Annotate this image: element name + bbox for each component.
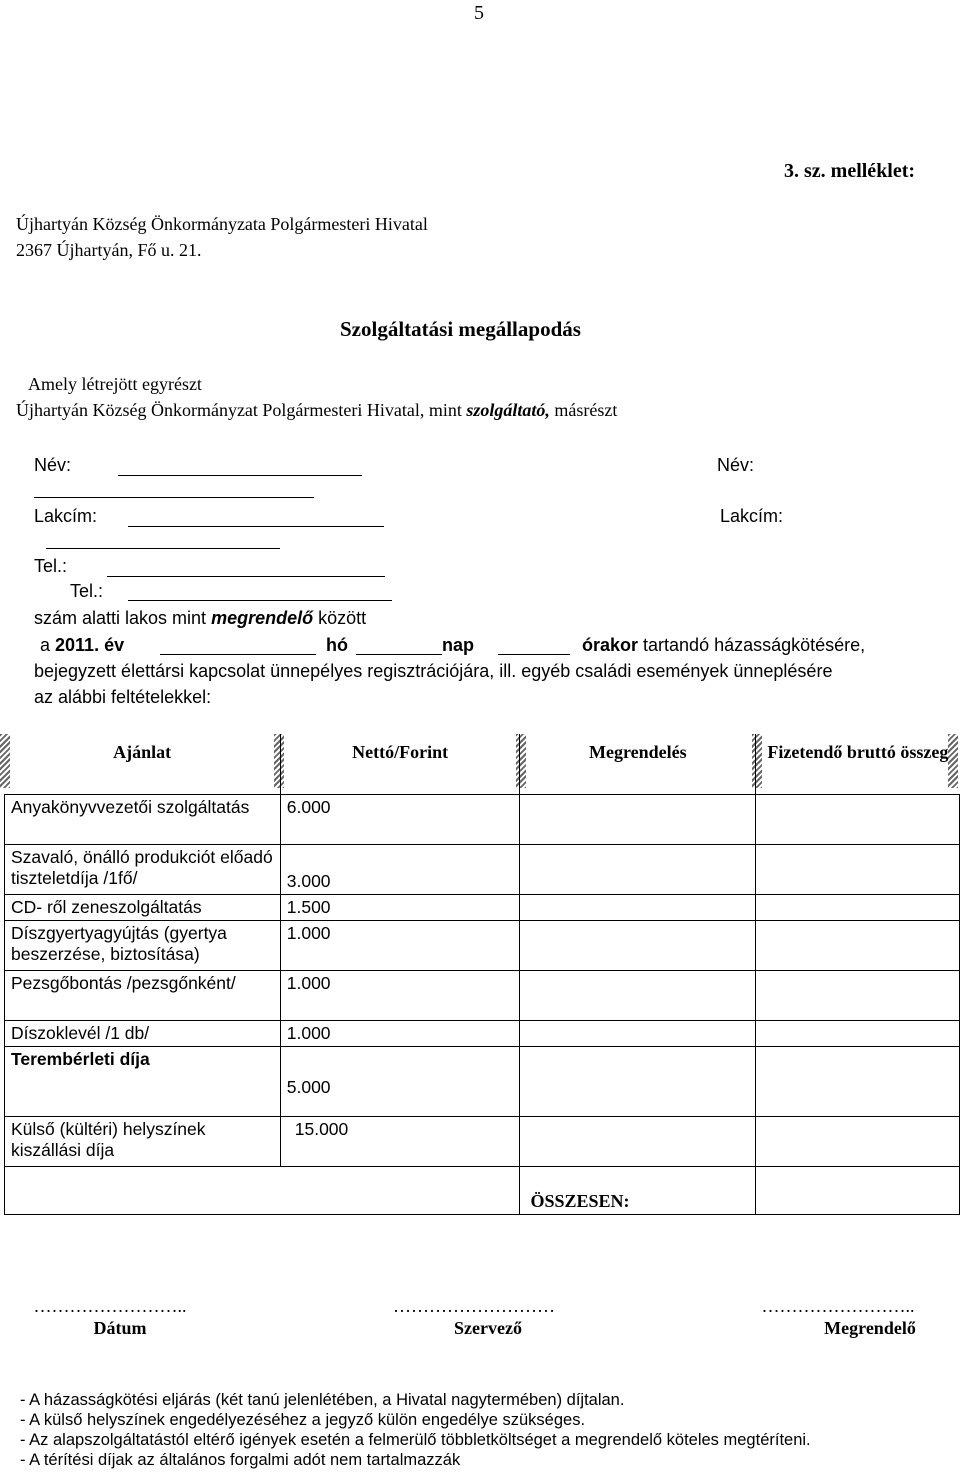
- note-item: - A házasságkötési eljárás (két tanú jelenlétében, a Hivatal nagytermében) díjtalan.: [20, 1391, 625, 1409]
- client-term: megrendelő: [211, 608, 314, 628]
- row-item: Díszoklevél /1 db/: [5, 1021, 281, 1047]
- phone-field-right[interactable]: [128, 600, 392, 601]
- row-order-cell[interactable]: [520, 1117, 756, 1167]
- event-description: bejegyzett élettársi kapcsolat ünnepélyes regisztrációjára, ill. egyéb családi események ünneplésére: [34, 661, 833, 681]
- fee-table: [4, 734, 960, 1215]
- row-item: CD- ről zeneszolgáltatás: [5, 895, 281, 921]
- table-row: [5, 845, 960, 895]
- address-label-right: Lakcím:: [720, 506, 784, 526]
- header-order: Megrendelés: [520, 734, 756, 795]
- row-order-cell[interactable]: [520, 1047, 756, 1117]
- table-header-row: [5, 734, 960, 795]
- row-item: Külső (kültéri) helyszínek kiszállási díja: [5, 1117, 281, 1167]
- notes-list: [20, 1390, 811, 1470]
- row-order-cell[interactable]: [520, 1021, 756, 1047]
- month-field[interactable]: [160, 654, 316, 655]
- row-price: 3.000: [280, 845, 520, 895]
- resident-line: szám alatti lakos mint megrendelő között: [34, 608, 367, 628]
- day-label: nap: [442, 635, 475, 655]
- header-offer: Ajánlat: [5, 734, 281, 795]
- intro-line-1: Amely létrejött egyrészt: [28, 374, 202, 394]
- phone-label-left: Tel.:: [34, 556, 68, 576]
- intro-line-2: Újhartyán Község Önkormányzat Polgármesteri Hivatal, mint szolgáltató, másrészt: [16, 400, 618, 420]
- row-price: 1.000: [280, 971, 520, 1021]
- issuer-address: 2367 Újhartyán, Fő u. 21.: [16, 240, 202, 260]
- row-gross-cell[interactable]: [756, 845, 960, 895]
- row-item: Anyakönyvvezetői szolgáltatás: [5, 795, 281, 845]
- row-price: 5.000: [280, 1047, 520, 1117]
- note-item: - A külső helyszínek engedélyezéséhez a jegyző külön engedélye szükséges.: [20, 1411, 586, 1429]
- phone-field-left[interactable]: [107, 576, 385, 577]
- note-item: - A térítési díjak az általános forgalmi adót nem tartalmazzák: [20, 1451, 461, 1469]
- row-order-cell[interactable]: [520, 795, 756, 845]
- table-row: [5, 1047, 960, 1117]
- total-row: [5, 1167, 960, 1215]
- table-row: [5, 795, 960, 845]
- document-title: Szolgáltatási megállapodás: [340, 317, 581, 341]
- issuer-name: Újhartyán Község Önkormányzata Polgármesteri Hivatal: [16, 214, 428, 234]
- row-gross-cell[interactable]: [756, 971, 960, 1021]
- row-price: 1.500: [280, 895, 520, 921]
- row-item: Szavaló, önálló produkciót előadó tiszteletdíja /1fő/: [5, 845, 281, 895]
- hour-field[interactable]: [498, 654, 570, 655]
- row-order-cell[interactable]: [520, 895, 756, 921]
- row-price: 1.000: [280, 1021, 520, 1047]
- row-order-cell[interactable]: [520, 845, 756, 895]
- event-date-line: a 2011. év: [40, 635, 125, 655]
- name-field-left[interactable]: [118, 475, 362, 476]
- name-label-left: Név:: [34, 455, 72, 475]
- row-item: Terembérleti díja: [5, 1047, 281, 1117]
- row-price: 15.000: [280, 1117, 520, 1167]
- row-gross-cell[interactable]: [756, 1021, 960, 1047]
- page-number: 5: [474, 2, 484, 24]
- row-order-cell[interactable]: [520, 921, 756, 971]
- table-row: [5, 921, 960, 971]
- month-label: hó: [326, 635, 348, 655]
- organizer-signature-dots: ………………………: [393, 1296, 555, 1316]
- table-row: [5, 971, 960, 1021]
- row-gross-cell[interactable]: [756, 1117, 960, 1167]
- total-spacer: [5, 1167, 520, 1215]
- total-value-cell[interactable]: [756, 1167, 960, 1215]
- table-row: [5, 1117, 960, 1167]
- organizer-signature-label: Szervező: [454, 1318, 522, 1338]
- row-gross-cell[interactable]: [756, 1047, 960, 1117]
- row-price: 1.000: [280, 921, 520, 971]
- row-item: Pezsgőbontás /pezsgőnként/: [5, 971, 281, 1021]
- address-field-left[interactable]: [128, 526, 384, 527]
- row-gross-cell[interactable]: [756, 795, 960, 845]
- client-signature-label: Megrendelő: [824, 1318, 916, 1338]
- name-field-right[interactable]: [34, 497, 314, 498]
- annex-label: 3. sz. melléklet:: [784, 160, 916, 182]
- address-label-left: Lakcím:: [34, 506, 98, 526]
- total-label: ÖSSZESEN:: [520, 1167, 756, 1215]
- event-purpose: órakor tartandó házasságkötésére,: [582, 635, 866, 655]
- table-row: [5, 895, 960, 921]
- day-field[interactable]: [356, 654, 442, 655]
- provider-term: szolgáltató,: [466, 400, 550, 420]
- row-item: Díszgyertyagyújtás (gyertya beszerzése, biztosítása): [5, 921, 281, 971]
- conditions-intro: az alábbi feltételekkel:: [34, 687, 212, 707]
- date-signature-label: Dátum: [93, 1318, 147, 1338]
- name-label-right: Név:: [717, 455, 755, 475]
- note-item: - Az alapszolgáltatástól eltérő igények esetén a felmerülő többletköltséget a megrendelő köteles megtéríteni.: [20, 1431, 811, 1449]
- row-gross-cell[interactable]: [756, 921, 960, 971]
- phone-label-right: Tel.:: [70, 581, 104, 601]
- table-row: [5, 1021, 960, 1047]
- date-signature-dots: ……………………..: [33, 1296, 187, 1316]
- client-signature-dots: ……………………..: [761, 1296, 915, 1316]
- header-net: Nettó/Forint: [280, 734, 520, 795]
- address-field-right[interactable]: [46, 548, 280, 549]
- row-gross-cell[interactable]: [756, 895, 960, 921]
- row-price: 6.000: [280, 795, 520, 845]
- row-order-cell[interactable]: [520, 971, 756, 1021]
- header-gross: Fizetendő bruttó összeg: [756, 734, 960, 795]
